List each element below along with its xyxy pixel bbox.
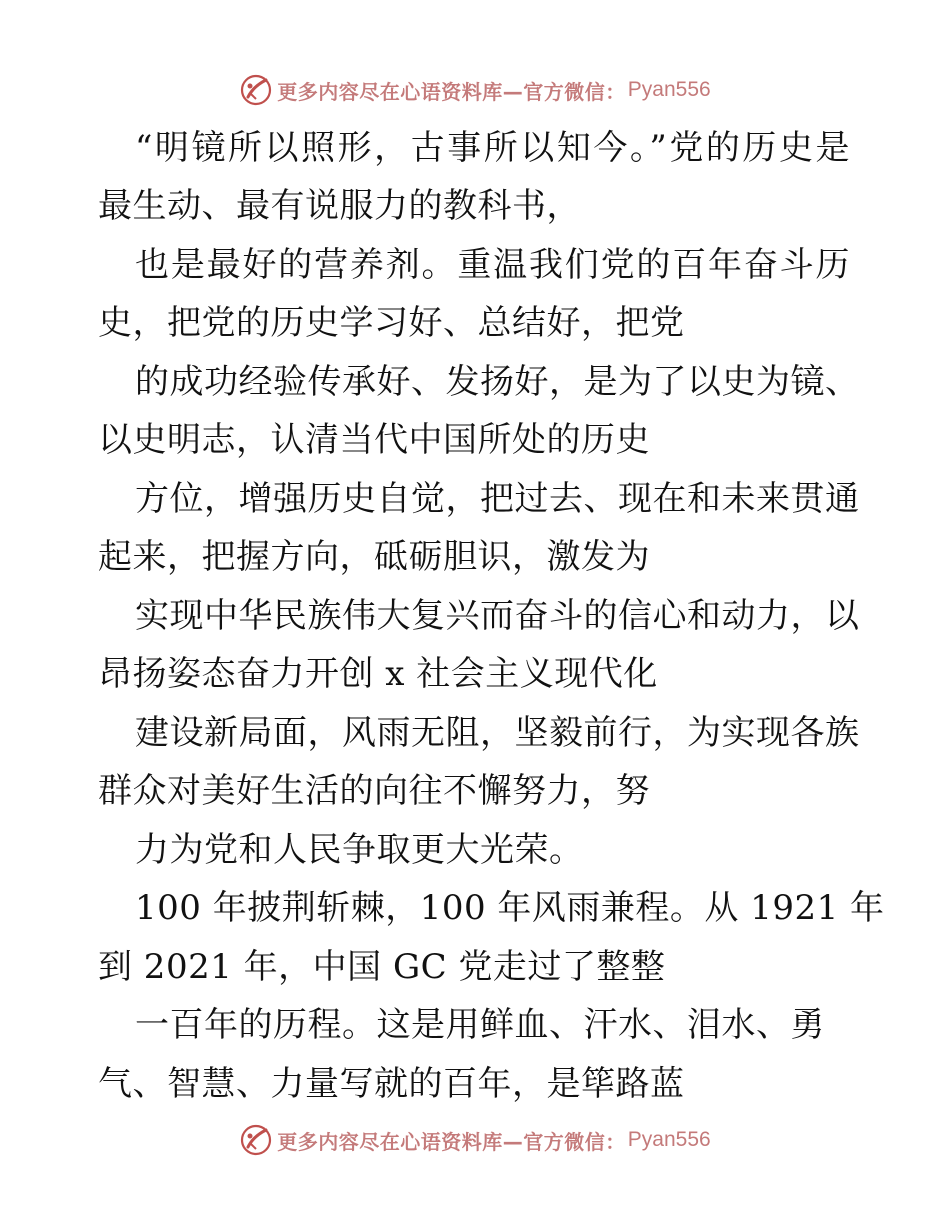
body-line: 昂扬姿态奋力开创 x 社会主义现代化 xyxy=(98,654,658,694)
body-line: 100 年披荆斩棘，100 年风雨兼程。从 1921 年 xyxy=(135,888,885,928)
watermark-handle: Pyan556 xyxy=(627,1128,711,1151)
body-line: 最生动、最有说服力的教科书， xyxy=(98,186,581,226)
body-line: 起来，把握方向，砥砺胆识，激发为 xyxy=(98,537,650,577)
body-line: 的成功经验传承好、发扬好，是为了以史为镜、 xyxy=(135,362,860,402)
brush-logo-icon xyxy=(239,1123,273,1157)
body-line: 也是最好的营养剂。重温我们党的百年奋斗历 xyxy=(135,245,850,285)
body-line: 气、智慧、力量写就的百年，是筚路蓝 xyxy=(98,1064,685,1104)
body-line: 实现中华民族伟大复兴而奋斗的信心和动力，以 xyxy=(135,596,860,636)
watermark-text: 更多内容尽在心语资料库—官方微信： xyxy=(277,1129,626,1154)
body-line: 到 2021 年，中国 GC 党走过了整整 xyxy=(98,947,666,987)
body-line: 方位，增强历史自觉，把过去、现在和未来贯通 xyxy=(135,479,860,519)
body-line: 史，把党的历史学习好、总结好，把党 xyxy=(98,303,685,343)
body-line: 以史明志，认清当代中国所处的历史 xyxy=(98,420,650,460)
body-line: “明镜所以照形，古事所以知今。”党的历史是 xyxy=(135,128,850,168)
header-watermark xyxy=(0,72,950,108)
body-line: 建设新局面，风雨无阻，坚毅前行，为实现各族 xyxy=(135,713,860,753)
watermark-text: 更多内容尽在心语资料库—官方微信： xyxy=(277,79,626,104)
footer-watermark xyxy=(0,1122,950,1158)
watermark-handle: Pyan556 xyxy=(627,78,711,101)
body-line: 力为党和人民争取更大光荣。 xyxy=(135,830,584,870)
body-line: 一百年的历程。这是用鲜血、汗水、泪水、勇 xyxy=(135,1005,825,1045)
body-line: 群众对美好生活的向往不懈努力，努 xyxy=(98,771,650,811)
brush-logo-icon xyxy=(239,73,273,107)
